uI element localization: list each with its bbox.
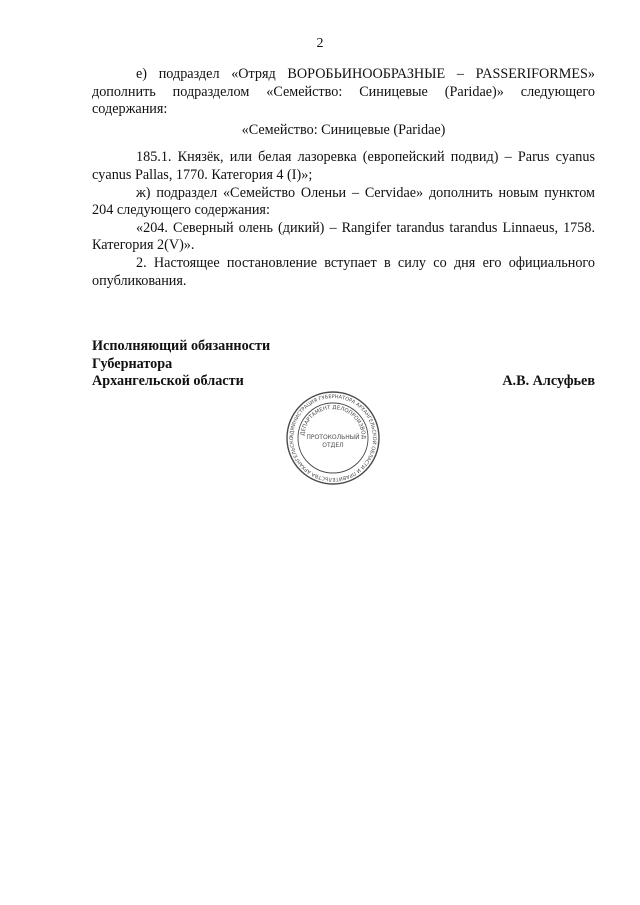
paragraph-clause-2: 2. Настоящее постановление вступает в силу со дня его официального опубликования. [92,254,595,289]
stamp-outer-text: АДМИНИСТРАЦИЯ ГУБЕРНАТОРА АРХАНГЕЛЬСКОЙ ОБЛАСТИ И ПРАВИТЕЛЬСТВА АРХАНГЕЛЬСКО [288,393,378,483]
paragraph-item-204: «204. Северный олень (дикий) – Rangifer tarandus tarandus Linnaeus, 1758. Категория 2(V)». [92,219,595,254]
page-number: 2 [316,36,324,51]
signature-title-line-3: Архангельской области [92,373,244,390]
stamp-center-line-2: ОТДЕЛ [322,442,344,449]
official-stamp [285,390,381,486]
paragraph-zh-intro: ж) подраздел «Семейство Оленьи – Cervidae» дополнить новым пунктом 204 следующего содержания: [92,184,595,219]
document-body [92,66,595,290]
stamp-inner-text: ДЕПАРТАМЕНТ ДЕЛОПРОИЗВОД [300,404,367,440]
paragraph-item-185-1: 185.1. Князёк, или белая лазоревка (европейский подвид) – Parus cyanus cyanus Pallas, 1770. Категория 4 (I)»; [92,149,595,183]
signature-title-line-1: Исполняющий обязанности [92,338,271,354]
signature-block [92,338,595,391]
signature-row [92,373,595,391]
family-heading: «Семейство: Синицевые (Paridae) [241,121,446,138]
stamp-seal-icon [285,390,381,486]
paragraph-e-intro: е) подраздел «Отряд ВОРОБЬИНООБРАЗНЫЕ – PASSERIFORMES» дополнить подразделом «Семейство: Синицевые (Paridae)» следующего содержания: [92,66,595,118]
stamp-center-line-1: ПРОТОКОЛЬНЫЙ [306,434,360,441]
signature-title-line-2: Губернатора [92,355,173,372]
signatory-name: А.В. Алсуфьев [502,373,595,390]
